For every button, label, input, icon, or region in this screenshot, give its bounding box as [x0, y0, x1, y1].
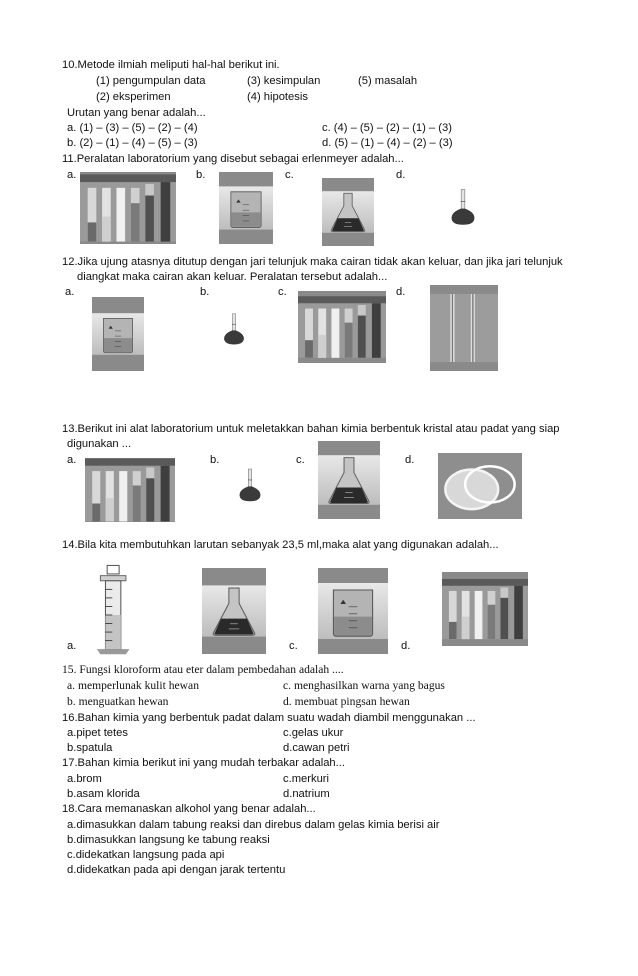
q10-option-b: b. (2) – (1) – (4) – (5) – (3)	[67, 137, 198, 149]
q18-option-c: c.didekatkan langsung pada api	[67, 849, 225, 861]
q18-question: 18.Cara memanaskan alkohol yang benar adalah...	[62, 803, 316, 815]
q17-question: 17.Bahan kimia berikut ini yang mudah terbakar adalah...	[62, 757, 345, 769]
q10-item: (5) masalah	[358, 75, 418, 87]
q10-option-a: a. (1) – (3) – (5) – (2) – (4)	[67, 122, 198, 134]
erlenmeyer-image	[202, 568, 266, 654]
q16-question: 16.Bahan kimia yang berbentuk padat dalam suatu wadah diambil menggunakan ...	[62, 712, 476, 724]
q11-letter-c: c.	[285, 169, 294, 181]
q12-letter-d: d.	[396, 286, 406, 298]
erlenmeyer-image	[322, 178, 374, 246]
test-tubes-image	[442, 572, 528, 646]
volumetric-flask-image	[214, 288, 254, 370]
q12-letter-c: c.	[278, 286, 287, 298]
q12-letter-b: b.	[200, 286, 210, 298]
q12-question-line1: 12.Jika ujung atasnya ditutup dengan jari telunjuk maka cairan tidak akan keluar, dan jika jari telunjuk	[62, 256, 563, 268]
q16-option-d: d.cawan petri	[283, 742, 350, 754]
q13-letter-d: d.	[405, 454, 415, 466]
q15-option-a: a. memperlunak kulit hewan	[67, 679, 199, 692]
q15-option-c: c. menghasilkan warna yang bagus	[283, 679, 445, 692]
beaker-image	[318, 568, 388, 654]
petri-dish-image	[438, 453, 522, 519]
q10-question: 10.Metode ilmiah meliputi hal-hal berikut ini.	[62, 59, 280, 71]
volumetric-flask-image	[229, 448, 271, 522]
beaker-image	[219, 172, 273, 244]
q14-letter-d: d.	[401, 640, 411, 652]
q15-option-d: d. membuat pingsan hewan	[283, 695, 410, 708]
q14-question: 14.Bila kita membutuhkan larutan sebanyak 23,5 ml,maka alat yang digunakan adalah...	[62, 539, 499, 551]
q13-letter-a: a.	[67, 454, 77, 466]
q17-option-a: a.brom	[67, 773, 102, 785]
pipette-image	[430, 285, 498, 371]
q10-prompt: Urutan yang benar adalah...	[67, 107, 206, 119]
q18-option-b: b.dimasukkan langsung ke tabung reaksi	[67, 834, 270, 846]
q13-letter-c: c.	[296, 454, 305, 466]
test-tubes-image	[298, 291, 386, 363]
q18-option-a: a.dimasukkan dalam tabung reaksi dan direbus dalam gelas kimia berisi air	[67, 819, 440, 831]
q16-option-b: b.spatula	[67, 742, 113, 754]
q14-letter-a: a.	[67, 640, 77, 652]
measuring-cylinder-image	[86, 562, 142, 656]
q10-item: (3) kesimpulan	[247, 75, 321, 87]
q13-question-line2: digunakan ...	[67, 438, 132, 450]
q11-letter-d: d.	[396, 169, 406, 181]
q10-item: (2) eksperimen	[96, 91, 171, 103]
q12-question-line2: diangkat maka cairan akan keluar. Peralatan tersebut adalah...	[77, 271, 388, 283]
q18-option-d: d.didekatkan pada api dengan jarak tertentu	[67, 864, 286, 876]
q15-option-b: b. menguatkan hewan	[67, 695, 169, 708]
q10-option-c: c. (4) – (5) – (2) – (1) – (3)	[322, 122, 452, 134]
q15-question: 15. Fungsi kloroform atau eter dalam pembedahan adalah ....	[62, 663, 344, 676]
beaker-image	[92, 297, 144, 371]
q12-letter-a: a.	[65, 286, 75, 298]
q11-question: 11.Peralatan laboratorium yang disebut sebagai erlenmeyer adalah...	[62, 153, 404, 165]
test-tubes-image	[80, 172, 176, 244]
q11-letter-b: b.	[196, 169, 206, 181]
q11-letter-a: a.	[67, 169, 77, 181]
q16-option-a: a.pipet tetes	[67, 727, 128, 739]
q10-item: (1) pengumpulan data	[96, 75, 206, 87]
erlenmeyer-image	[318, 441, 380, 519]
q10-option-d: d. (5) – (1) – (4) – (2) – (3)	[322, 137, 453, 149]
q17-option-d: d.natrium	[283, 788, 330, 800]
q17-option-b: b.asam klorida	[67, 788, 140, 800]
q10-item: (4) hipotesis	[247, 91, 308, 103]
q13-question-line1: 13.Berikut ini alat laboratorium untuk meletakkan bahan kimia berbentuk kristal atau padat yang siap	[62, 423, 560, 435]
q14-letter-c: c.	[289, 640, 298, 652]
q16-option-c: c.gelas ukur	[283, 727, 344, 739]
volumetric-flask-image	[440, 168, 486, 246]
test-tubes-image	[85, 458, 175, 522]
q13-letter-b: b.	[210, 454, 220, 466]
q17-option-c: c.merkuri	[283, 773, 329, 785]
